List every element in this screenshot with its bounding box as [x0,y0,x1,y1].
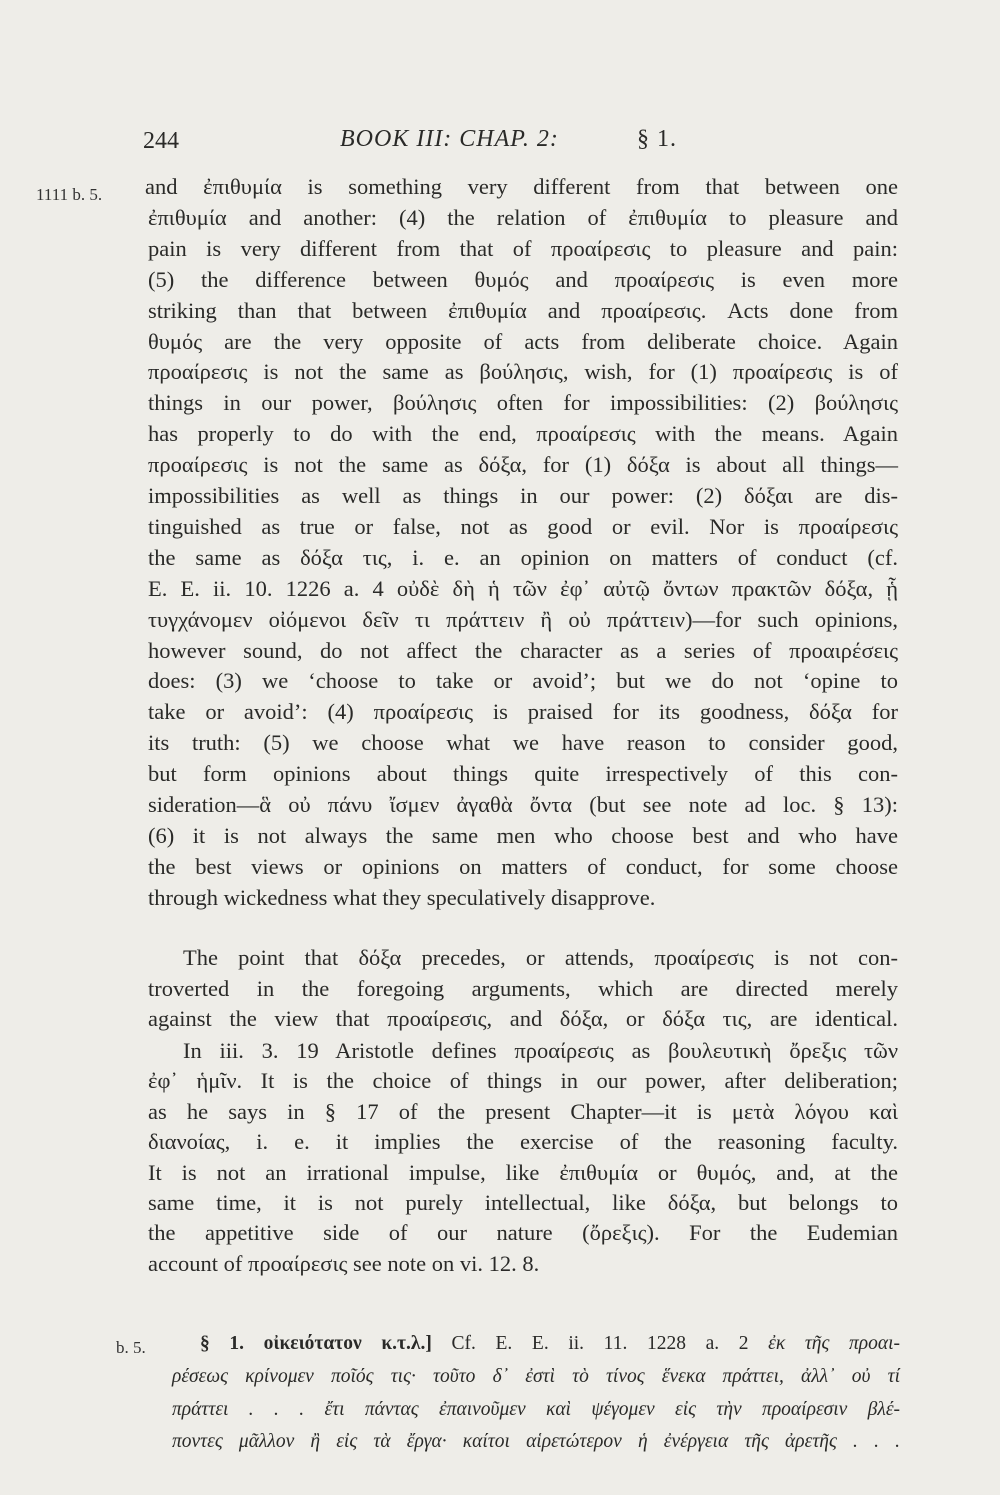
text-line: take or avoid’: (4) προαίρεσις is praised for its goodness, δόξα for [148,699,898,725]
text-line: διανοίας, i. e. it implies the exercise of the reasoning faculty. [148,1129,898,1155]
text-line: account of προαίρεσις see note on vi. 12. 8. [148,1250,540,1276]
text-line: same time, it is not purely intellectual, like δόξα, but belongs to [148,1190,898,1215]
page-number: 244 [143,128,179,154]
text-line: but form opinions about things quite irrespectively of this con- [148,761,898,787]
text-line: has properly to do with the end, προαίρεσις with the means. Again [148,421,898,447]
note-margin-reference: b. 5. [116,1338,146,1357]
running-section: § 1. [637,126,677,152]
text-line: E. E. ii. 10. 1226 a. 4 οὐδὲ δὴ ἡ τῶν ἐφ᾽ αὐτῷ ὄντων πρακτῶν δόξα, ᾗ [148,575,898,601]
text-line: The point that δόξα precedes, or attends, προαίρεσις is not con- [183,945,898,970]
text-line: striking than that between ἐπιθυμία and προαίρεσις. Acts done from [148,297,898,323]
margin-reference: 1111 b. 5. [36,185,103,204]
note-lemma: οἰκειότατον κ.τ.λ.] [263,1333,432,1354]
text-line: (5) the difference between θυμός and προαίρεσις is even more [148,266,898,292]
note-lemma-line [200,1328,900,1360]
note-line: ρέσεως κρίνομεν ποῖός τις· τοῦτο δ᾽ ἐστὶ τὸ τίνος ἕνεκα πράττει, ἀλλ᾽ οὐ τί [172,1366,900,1387]
text-line: its truth: (5) we choose what we have reason to consider good, [148,730,898,756]
text-line: θυμός are the very opposite of acts from deliberate choice. Again [148,328,898,354]
note-section: § 1. [200,1333,245,1354]
text-line: tinguished as true or false, not as good or evil. Nor is προαίρεσις [148,513,898,539]
text-line: προαίρεσις is not the same as δόξα, for (1) δόξα is about all things— [148,452,898,478]
note-line: πράττει . . . ἔτι πάντας ἐπαινοῦμεν καὶ ψέγομεν εἰς τὴν προαίρεσιν βλέ- [172,1398,900,1420]
text-line: as he says in § 17 of the present Chapter—it is μετὰ λόγου καὶ [148,1098,898,1124]
running-title: BOOK III: CHAP. 2: [340,126,559,152]
note-greek: ἐκ τῆς προαι- [768,1333,901,1354]
note-line: ποντες μᾶλλον ἢ εἰς τὰ ἔργα· καίτοι αἱρετώτερον ἡ ἐνέργεια τῆς ἀρετῆς . . . [172,1431,900,1452]
text-line: ἐφ᾽ ἡμῖν. It is the choice of things in our power, after deliberation; [148,1068,898,1094]
text-line: impossibilities as well as things in our power: (2) δόξαι are dis- [148,483,898,508]
page-header [140,120,900,160]
text-line: however sound, do not affect the character as a series of προαιρέσεις [148,637,898,663]
text-line: προαίρεσις is not the same as βούλησις, wish, for (1) προαίρεσις is of [148,359,898,385]
text-line: the best views or opinions on matters of conduct, for some choose [148,853,898,879]
note-reference: Cf. E. E. ii. 11. 1228 a. 2 [451,1333,749,1354]
text-line: sideration—ἃ οὐ πάνυ ἴσμεν ἀγαθὰ ὄντα (but see note ad loc. § 13): [148,792,898,817]
text-line: through wickedness what they speculatively disapprove. [148,884,656,910]
text-line: ἐπιθυμία and another: (4) the relation of ἐπιθυμία to pleasure and [148,204,898,230]
text-line: τυγχάνομεν οἰόμενοι δεῖν τι πράττειν ἢ οὐ πράττειν)—for such opinions, [148,606,898,632]
text-line: pain is very different from that of προαίρεσις to pleasure and pain: [148,235,898,261]
text-line: things in our power, βούλησις often for impossibilities: (2) βούλησις [148,390,898,416]
text-line: In iii. 3. 19 Aristotle defines προαίρεσις as βουλευτικὴ ὄρεξις τῶν [183,1038,898,1063]
text-line: against the view that προαίρεσις, and δόξα, or δόξα τις, are identical. [148,1006,898,1031]
text-line: troverted in the foregoing arguments, which are directed merely [148,975,898,1001]
text-line: the appetitive side of our nature (ὄρεξις). For the Eudemian [148,1220,898,1246]
text-line: and ἐπιθυμία is something very different from that between one [145,174,898,199]
text-line: the same as δόξα τις, i. e. an opinion on matters of conduct (cf. [148,544,898,570]
text-line: (6) it is not always the same men who choose best and who have [148,822,898,848]
text-line: does: (3) we ‘choose to take or avoid’; but we do not ‘opine to [148,668,898,694]
text-line: It is not an irrational impulse, like ἐπιθυμία or θυμός, and, at the [148,1159,898,1185]
